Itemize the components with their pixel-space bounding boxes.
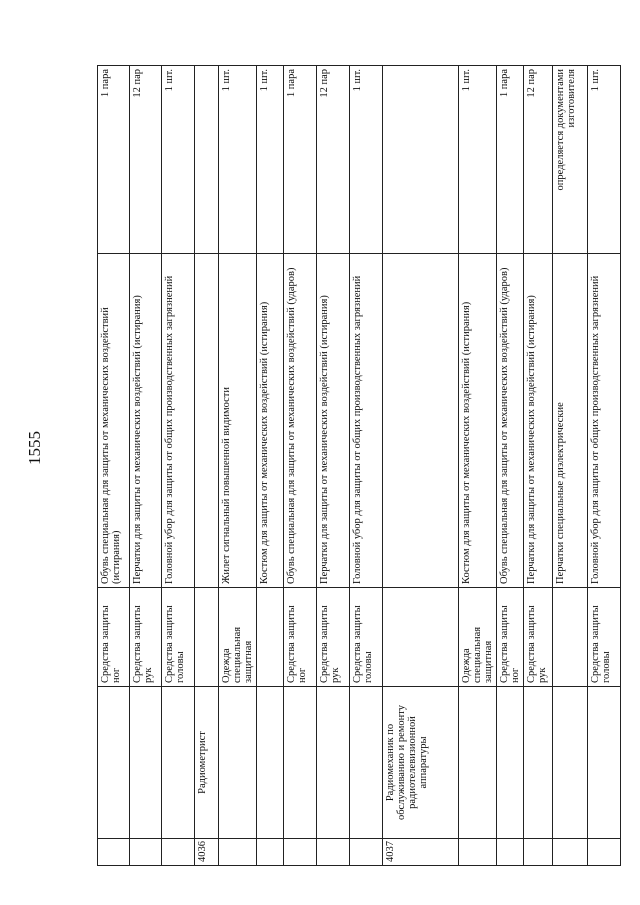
- profession-cell: [317, 687, 350, 839]
- table-row: [284, 66, 317, 866]
- code-cell: [162, 839, 195, 866]
- ppe-item-cell: Костюм для защиты от механических воздействий (истирания): [459, 254, 497, 588]
- profession-cell: [219, 687, 257, 839]
- ppe-item-cell: Головной убор для защиты от общих производственных загрязнений: [162, 254, 195, 588]
- ppe-item-cell: Перчатки специальные диэлектрические: [553, 254, 588, 588]
- ppe-norms-table: [97, 65, 621, 866]
- table-row: [588, 66, 621, 866]
- table-row: [98, 66, 130, 866]
- table-row: [524, 66, 553, 866]
- norm-cell: 1 пара: [98, 66, 130, 254]
- ppe-item-cell: Обувь специальная для защиты от механических воздействий (ударов): [284, 254, 317, 588]
- norm-cell: 1 шт.: [162, 66, 195, 254]
- profession-cell: [162, 687, 195, 839]
- page-number: 1555: [25, 431, 44, 465]
- ppe-item-cell: Перчатки для защиты от механических воздействий (истирания): [130, 254, 162, 588]
- code-cell: [257, 839, 284, 866]
- norm-cell: 1 шт.: [219, 66, 257, 254]
- ppe-type-cell: Одежда специальная защитная: [219, 588, 257, 687]
- code-cell: 4036: [195, 839, 219, 866]
- ppe-type-cell: [195, 588, 219, 687]
- profession-cell: [459, 687, 497, 839]
- code-cell: 4037: [383, 839, 459, 866]
- table-row: [219, 66, 257, 866]
- ppe-item-cell: Жилет сигнальный повышенной видимости: [219, 254, 257, 588]
- ppe-type-cell: Средства защиты рук: [524, 588, 553, 687]
- norm-cell: [383, 66, 459, 254]
- table-row: [350, 66, 383, 866]
- ppe-type-cell: Средства защиты головы: [350, 588, 383, 687]
- table-row: [497, 66, 524, 866]
- norm-cell: 1 шт.: [257, 66, 284, 254]
- code-cell: [219, 839, 257, 866]
- ppe-type-cell: [553, 588, 588, 687]
- norm-cell: 12 пар: [524, 66, 553, 254]
- profession-cell: Радиомеханик по обслуживанию и ремонту радиотелевизионной аппаратуры: [383, 687, 459, 839]
- profession-cell: [98, 687, 130, 839]
- ppe-item-cell: Костюм для защиты от механических воздействий (истирания): [257, 254, 284, 588]
- ppe-type-cell: [257, 588, 284, 687]
- profession-cell: [553, 687, 588, 839]
- norm-cell: 1 шт.: [350, 66, 383, 254]
- ppe-type-cell: [383, 588, 459, 687]
- norm-cell: определяется документами изготовителя: [553, 66, 588, 254]
- profession-cell: [130, 687, 162, 839]
- ppe-type-cell: Средства защиты головы: [162, 588, 195, 687]
- rotated-table-frame: [97, 66, 612, 866]
- table-row: [162, 66, 195, 866]
- code-cell: [130, 839, 162, 866]
- ppe-item-cell: Обувь специальная для защиты от механических воздействий (ударов): [497, 254, 524, 588]
- code-cell: [284, 839, 317, 866]
- code-cell: [459, 839, 497, 866]
- profession-cell: [284, 687, 317, 839]
- ppe-type-cell: Средства защиты ног: [284, 588, 317, 687]
- ppe-item-cell: Головной убор для защиты от общих производственных загрязнений: [350, 254, 383, 588]
- ppe-item-cell: Обувь специальная для защиты от механических воздействий (истирания): [98, 254, 130, 588]
- profession-cell: [497, 687, 524, 839]
- table-row: [130, 66, 162, 866]
- profession-cell: Радиометрист: [195, 687, 219, 839]
- code-cell: [317, 839, 350, 866]
- ppe-item-cell: [383, 254, 459, 588]
- profession-cell: [524, 687, 553, 839]
- ppe-type-cell: Средства защиты рук: [130, 588, 162, 687]
- ppe-item-cell: [195, 254, 219, 588]
- norm-cell: 1 пара: [284, 66, 317, 254]
- norm-cell: [195, 66, 219, 254]
- norm-cell: 1 шт.: [588, 66, 621, 254]
- profession-cell: [588, 687, 621, 839]
- ppe-item-cell: Перчатки для защиты от механических воздействий (истирания): [317, 254, 350, 588]
- ppe-type-cell: Одежда специальная защитная: [459, 588, 497, 687]
- table-row: [195, 66, 219, 866]
- table-row: [553, 66, 588, 866]
- code-cell: [98, 839, 130, 866]
- code-cell: [350, 839, 383, 866]
- ppe-type-cell: Средства защиты ног: [98, 588, 130, 687]
- table-row: [383, 66, 459, 866]
- code-cell: [524, 839, 553, 866]
- ppe-item-cell: Перчатки для защиты от механических воздействий (истирания): [524, 254, 553, 588]
- ppe-type-cell: Средства защиты ног: [497, 588, 524, 687]
- ppe-type-cell: Средства защиты головы: [588, 588, 621, 687]
- code-cell: [588, 839, 621, 866]
- ppe-item-cell: Головной убор для защиты от общих производственных загрязнений: [588, 254, 621, 588]
- code-cell: [497, 839, 524, 866]
- ppe-norms-table-container: [97, 66, 612, 866]
- table-row: [257, 66, 284, 866]
- code-cell: [553, 839, 588, 866]
- profession-cell: [350, 687, 383, 839]
- table-row: [459, 66, 497, 866]
- table-body: [98, 66, 621, 866]
- profession-cell: [257, 687, 284, 839]
- ppe-type-cell: Средства защиты рук: [317, 588, 350, 687]
- norm-cell: 1 пара: [497, 66, 524, 254]
- norm-cell: 12 пар: [317, 66, 350, 254]
- norm-cell: 12 пар: [130, 66, 162, 254]
- norm-cell: 1 шт.: [459, 66, 497, 254]
- table-row: [317, 66, 350, 866]
